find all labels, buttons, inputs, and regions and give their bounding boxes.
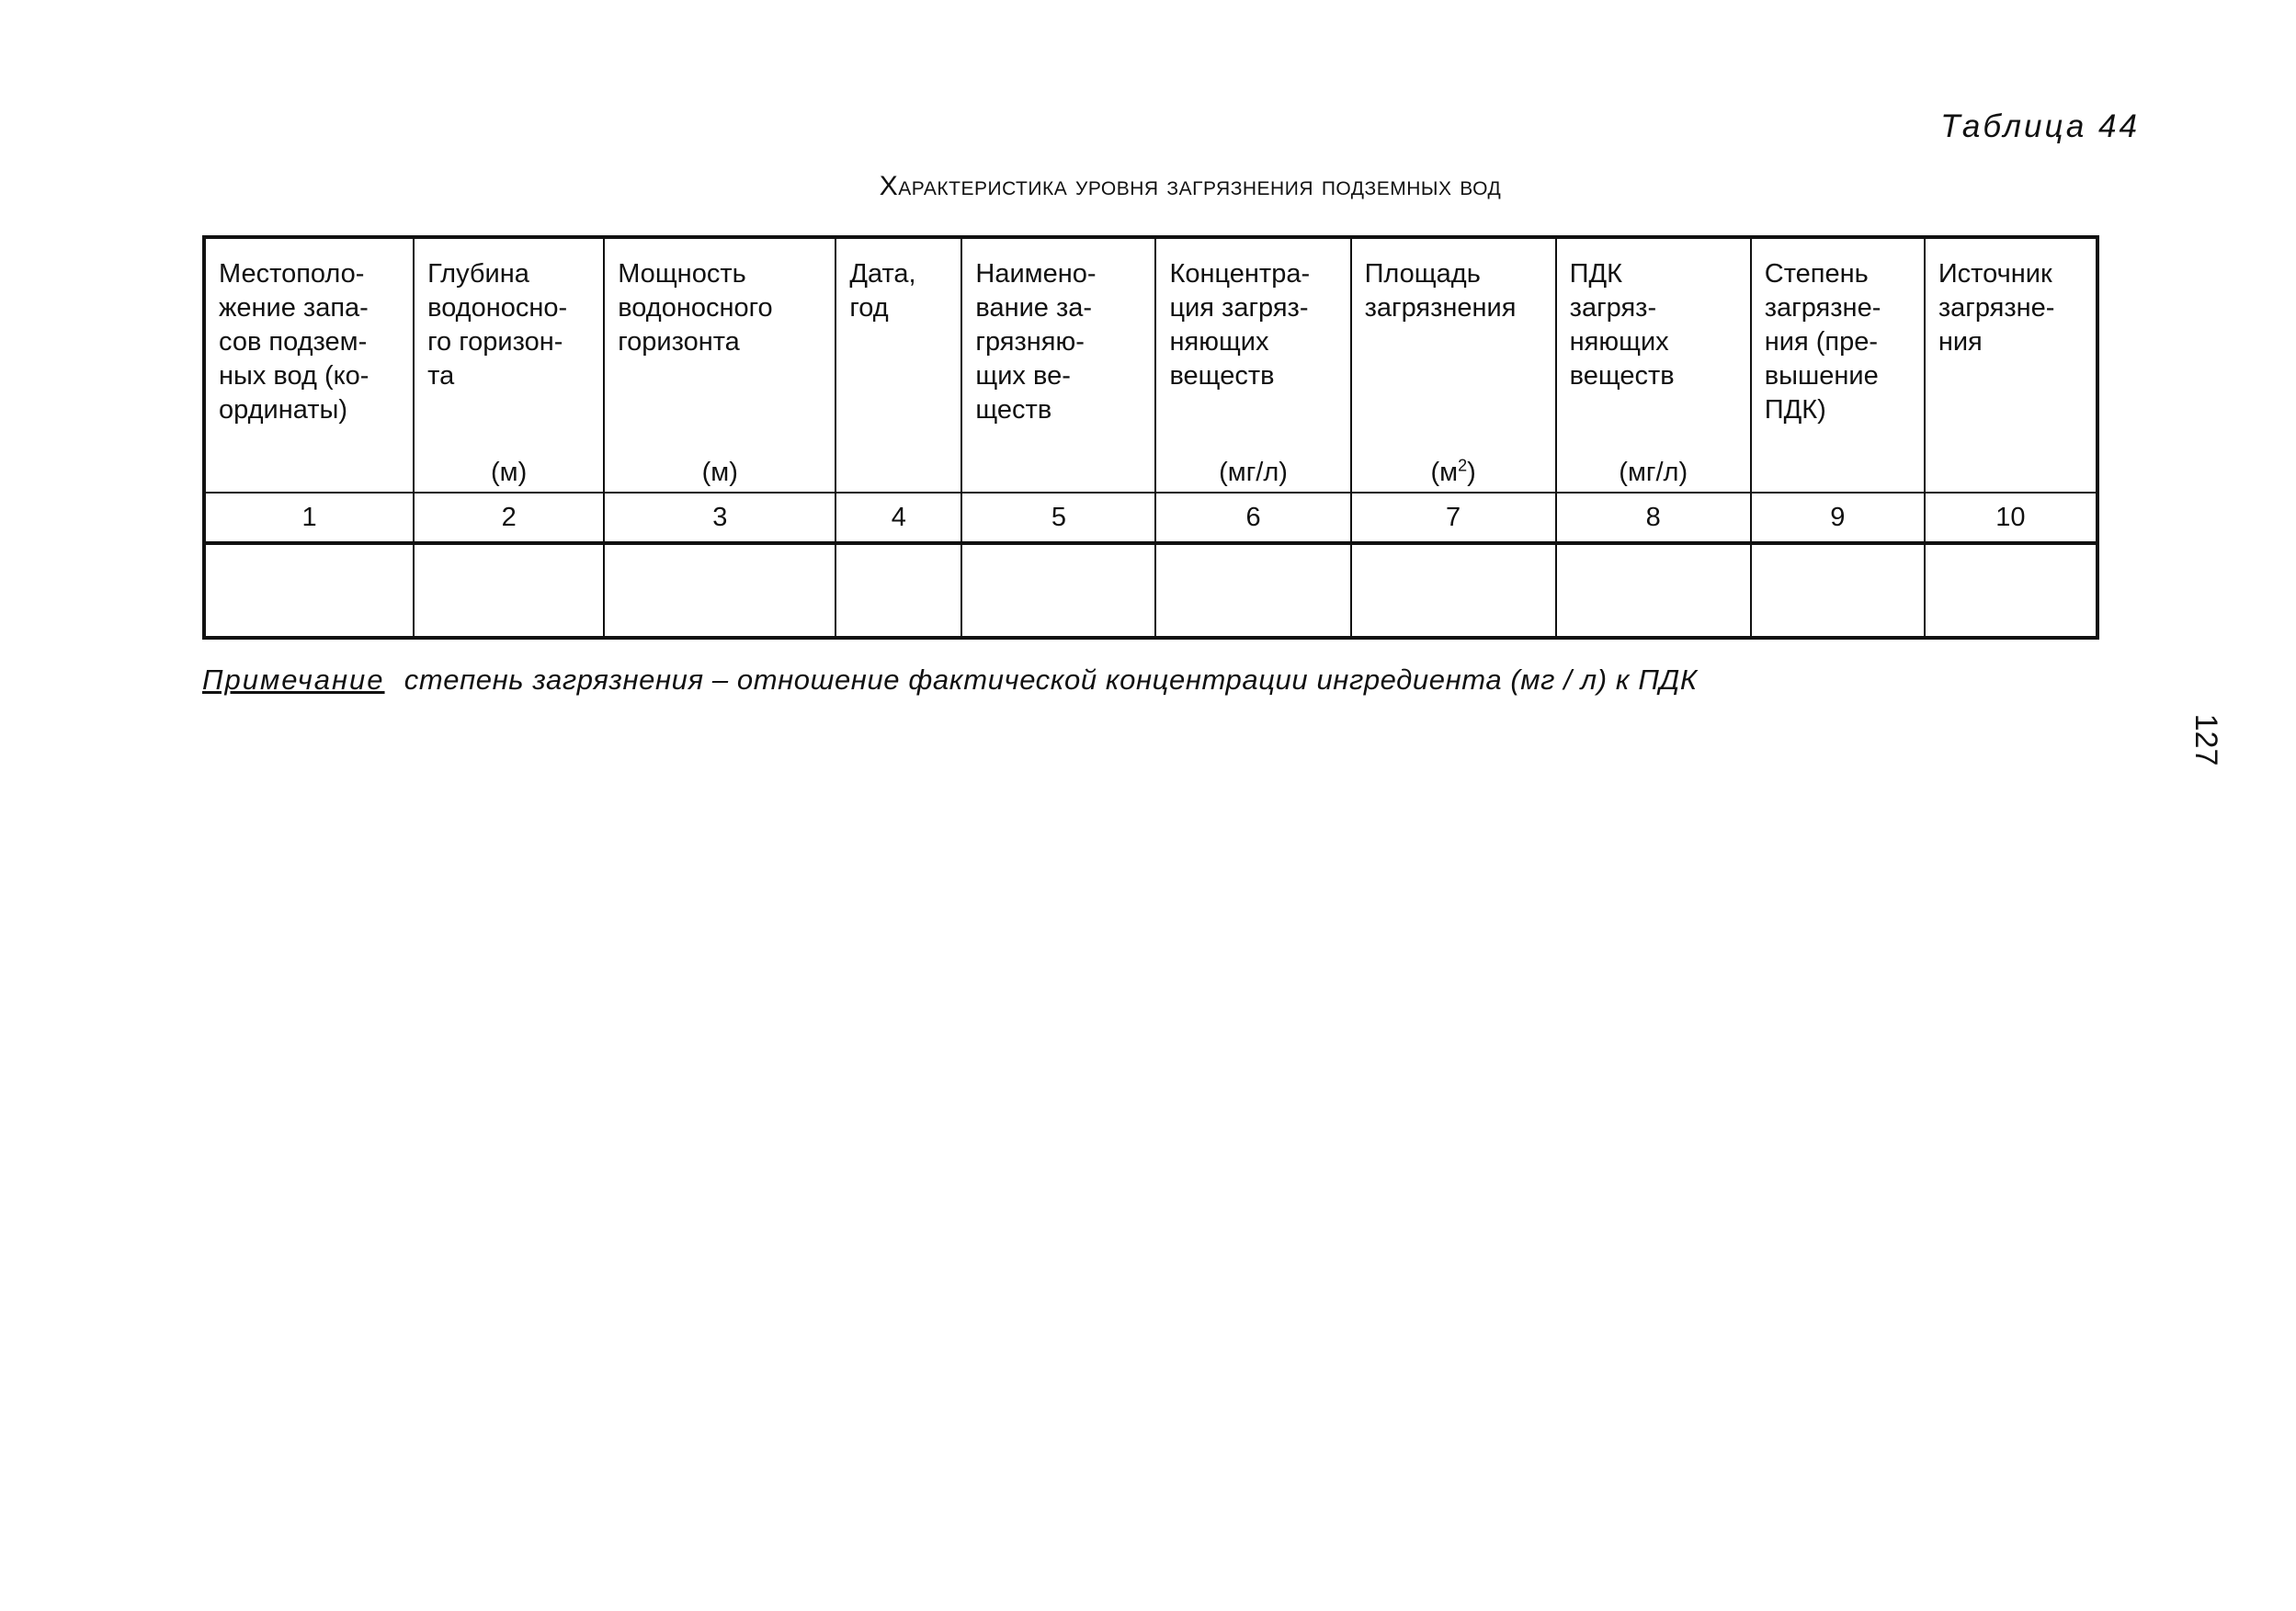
note-label: Примечание: [202, 664, 385, 696]
header-cell-location: [204, 237, 414, 493]
header-text: Концентра- ция загряз- няющих веществ: [1169, 259, 1311, 391]
document-title: Характеристика уровня загрязнения подземных вод: [879, 171, 1502, 201]
header-cell-area: [1351, 237, 1556, 493]
header-row: [204, 237, 2097, 493]
column-number: 7: [1351, 493, 1556, 543]
column-number: 8: [1556, 493, 1751, 543]
column-number: 5: [961, 493, 1155, 543]
header-cell-pollution-degree: [1751, 237, 1925, 493]
unit-superscript: 2: [1458, 456, 1468, 475]
header-text: Площадь загрязнения: [1364, 259, 1517, 323]
empty-cell: [961, 543, 1155, 638]
column-number: 4: [835, 493, 961, 543]
header-unit: (м): [491, 458, 528, 487]
header-cell-thickness: [604, 237, 835, 493]
table-label: Таблица 44: [1940, 108, 2140, 144]
header-unit: (мг/л): [1619, 458, 1688, 487]
empty-cell: [1751, 543, 1925, 638]
header-cell-depth: [414, 237, 604, 493]
header-text: Наимено- вание за- грязняю- щих ве- ществ: [975, 259, 1097, 425]
column-number: 3: [604, 493, 835, 543]
header-unit: (мг/л): [1219, 458, 1288, 487]
note-text: степень загрязнения – отношение фактической концентрации ингредиента (мг / л) к ПДК: [404, 664, 1698, 696]
header-cell-mac: [1556, 237, 1751, 493]
header-text: Степень загрязне- ния (пре- вышение ПДК): [1764, 259, 1881, 425]
column-number: 1: [204, 493, 414, 543]
unit-base: (м: [1430, 458, 1459, 487]
column-number: 2: [414, 493, 604, 543]
empty-cell: [604, 543, 835, 638]
header-unit: (м): [701, 458, 738, 487]
header-text: ПДК загряз- няющих веществ: [1569, 259, 1675, 391]
empty-cell: [1556, 543, 1751, 638]
header-cell-date: [835, 237, 961, 493]
header-cell-source: [1925, 237, 2097, 493]
empty-cell: [1925, 543, 2097, 638]
page-number: 127: [2188, 713, 2223, 766]
table-note: [202, 664, 1698, 697]
header-text: Глубина водоносно- го горизон- та: [427, 259, 568, 391]
empty-cell: [1351, 543, 1556, 638]
header-text: Местополо- жение запа- сов подзем- ных вод (ко- ординаты): [219, 259, 369, 425]
empty-cell: [1155, 543, 1350, 638]
unit-tail: ): [1467, 458, 1476, 487]
header-text: Дата, год: [849, 259, 916, 323]
empty-cell: [835, 543, 961, 638]
header-unit: [1352, 456, 1555, 490]
empty-cell: [414, 543, 604, 638]
column-number: 9: [1751, 493, 1925, 543]
header-text: Мощность водоносного горизонта: [618, 259, 773, 357]
empty-cell: [204, 543, 414, 638]
header-cell-concentration: [1155, 237, 1350, 493]
pollution-table: [202, 235, 2099, 640]
table-row: [204, 543, 2097, 638]
header-cell-substance-name: [961, 237, 1155, 493]
column-number: 6: [1155, 493, 1350, 543]
column-number-row: [204, 493, 2097, 543]
column-number: 10: [1925, 493, 2097, 543]
header-text: Источник загрязне- ния: [1938, 259, 2055, 357]
